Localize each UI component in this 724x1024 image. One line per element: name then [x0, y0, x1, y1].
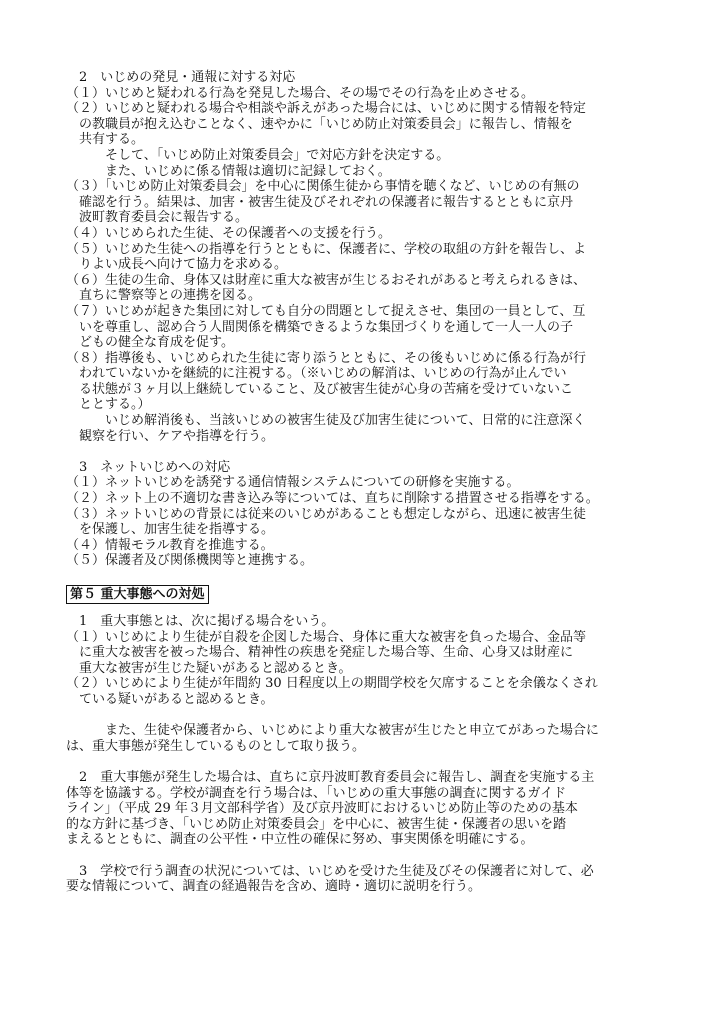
- section-3-heading: 3 ネットいじめへの対応: [79, 459, 231, 475]
- text-line: 的な方針に基づき、「いじめ防止対策委員会」を中心に、被害生徒・保護者の思いを踏: [66, 816, 566, 832]
- text-line: （１）ネットいじめを誘発する通信情報システムについての研修を実施する。: [66, 475, 520, 491]
- text-line: 直ちに警察等との連携を図る。: [79, 288, 262, 304]
- part-5-item-2: [66, 770, 666, 848]
- text-line: ととする。）: [79, 397, 151, 413]
- text-line: る状態が３ヶ月以上継続していること、及び被害生徒が心身の苦痛を受けていないこ: [79, 381, 574, 397]
- text-line: 要な情報について、調査の経過報告を含め、適時・適切に説明を行う。: [66, 879, 481, 895]
- section-2: [66, 70, 666, 444]
- text-line: まえるとともに、調査の公平性・中立性の確保に努め、事実関係を明確にする。: [66, 832, 534, 848]
- text-line: （２）ネット上の不適切な書き込み等については、直ちに削除する措置させる指導をする。: [66, 491, 599, 507]
- part-5-item-2-body: [66, 770, 666, 848]
- text-line: どもの健全な育成を促す。: [79, 335, 234, 351]
- text-line: ている疑いがあると認めるとき。: [79, 691, 274, 707]
- text-line: は、重大事態が発生しているものとして取り扱う。: [66, 738, 366, 754]
- text-line: ライン」（平成 29 年３月文部科学省）及び京丹波町におけるいじめ防止等のための基本: [66, 801, 578, 817]
- text-line: （４）いじめられた生徒、その保護者への支援を行う。: [66, 225, 392, 241]
- text-line: また、いじめに係る情報は適切に記録しておく。: [105, 163, 391, 179]
- text-line: （１）いじめにより生徒が自殺を企図した場合、身体に重大な被害を負った場合、金品等: [66, 629, 587, 645]
- section-2-body: [66, 86, 666, 445]
- part-5-item-1-body: [66, 614, 666, 708]
- text-line: 2 重大事態が発生した場合は、直ちに京丹波町教育委員会に報告し、調査を実施する主: [79, 769, 595, 785]
- text-line: 1 重大事態とは、次に掲げる場合をいう。: [79, 614, 335, 629]
- text-line: （６）生徒の生命、身体又は財産に重大な被害が生じるおそれがあると考えられるきは、: [66, 272, 587, 288]
- text-line: （５）保護者及び関係機関等と連携する。: [66, 553, 314, 569]
- text-line: いじめ解消後も、当該いじめの被害生徒及び加害生徒について、日常的に注意深く: [105, 413, 586, 429]
- text-line: を保護し、加害生徒を指導する。: [79, 522, 275, 538]
- text-line: （２）いじめにより生徒が年間約 30 日程度以上の期間学校を欠席することを余儀なくされ: [66, 676, 598, 692]
- text-line: 波町教育委員会に報告する。: [79, 210, 249, 226]
- text-line: （３）ネットいじめの背景には従来のいじめがあることも想定しながら、迅速に被害生徒: [66, 506, 587, 522]
- text-line: 3 学校で行う調査の状況については、いじめを受けた生徒及びその保護者に対して、必: [79, 863, 594, 879]
- text-line: また、生徒や保護者から、いじめにより重大な被害が生じたと申立てがあった場合に: [105, 723, 599, 739]
- text-line: いを尊重し、認め合う人間関係を構築できるような集団づくりを通して一人一人の子: [79, 319, 574, 335]
- text-line: 体等を協議する。学校が調査を行う場合は、「いじめの重大事態の調査に関するガイド: [66, 785, 567, 801]
- text-line: の教職員が抱え込むことなく、速やかに「いじめ防止対策委員会」に報告し、情報を: [79, 116, 573, 132]
- text-line: 観察を行い、ケアや指導を行う。: [79, 428, 275, 444]
- text-line: そして、「いじめ防止対策委員会」で対応方針を決定する。: [105, 147, 450, 163]
- part-5-item-3-body: [66, 864, 666, 895]
- text-line: （８）指導後も、いじめられた生徒に寄り添うとともに、その後もいじめに係る行為が行: [66, 350, 587, 366]
- part-5-item-1: [66, 614, 666, 754]
- text-line: 確認を行う。結果は、加害・被害生徒及びそれぞれの保護者に報告するとともに京丹: [79, 194, 574, 210]
- part-5-heading: 第５ 重大事態への対処: [66, 585, 209, 604]
- text-line: （１）いじめと疑われる行為を発見した場合、その場でその行為を止めさせる。: [66, 85, 535, 101]
- text-line: に重大な被害を被った場合、精神性の疾患を発症した場合等、生命、心身又は財産に: [79, 645, 574, 661]
- section-2-heading: 2 いじめの発見・通報に対する対応: [79, 70, 296, 85]
- part-5-heading-wrap: [66, 579, 666, 608]
- text-line: 共有する。: [79, 132, 145, 148]
- text-line: 重大な被害が生じた疑いがあると認めるとき。: [79, 660, 352, 676]
- text-line: われていないかを継続的に注視する。（※いじめの解消は、いじめの行為が止んでい: [79, 366, 567, 382]
- text-line: （４）情報モラル教育を推進する。: [66, 537, 274, 553]
- section-3-body: [66, 475, 666, 569]
- part-5-item-1-note: [66, 723, 666, 754]
- text-line: （７）いじめが起きた集団に対しても自分の問題として捉えさせ、集団の一員として、互: [66, 303, 586, 319]
- text-line: （５）いじめた生徒への指導を行うとともに、保護者に、学校の取組の方針を報告し、よ: [66, 241, 587, 257]
- text-line: りよい成長へ向けて協力を求める。: [79, 257, 288, 273]
- document-page: [66, 70, 666, 895]
- text-line: （３）「いじめ防止対策委員会」を中心に関係生徒から事情を聴くなど、いじめの有無の: [66, 179, 580, 195]
- part-5-item-3: [66, 864, 666, 895]
- text-line: （２）いじめと疑われる場合や相談や訴えがあった場合には、いじめに関する情報を特定: [66, 101, 586, 117]
- section-3: [66, 460, 666, 569]
